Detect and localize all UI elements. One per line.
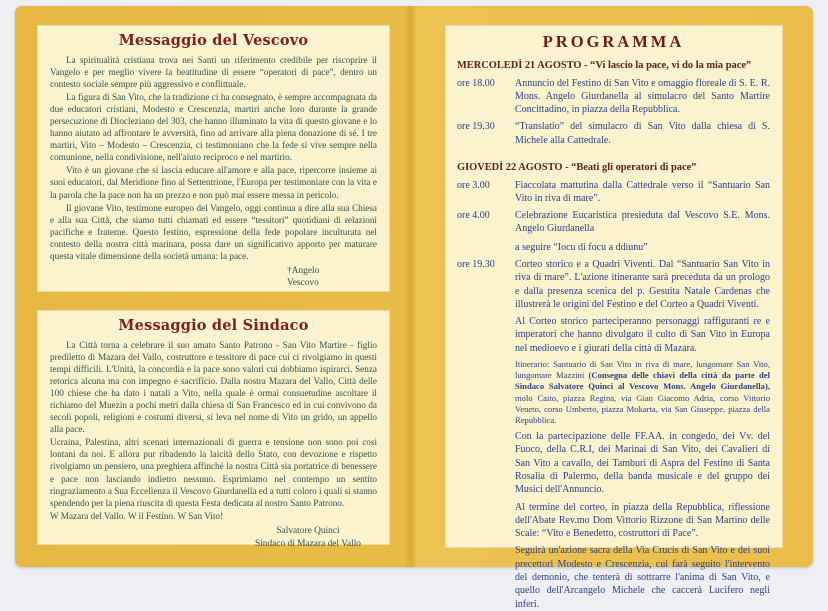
day2-event3-text: Corteo storico e a Quadri Viventi. Dal “Santuario San Vito in riva di mare”. L'azione itinerante sarà preceduta da un prologo e dalla presenza scenica del p. Gesuita Natale Cardenas che illustrerà le origini del Festino e del Corteo a Quadri Viventi.: [515, 259, 770, 310]
day1-event-1: [457, 77, 770, 117]
day2-event3-time: ore 19.30: [457, 259, 495, 270]
program-title: PROGRAMMA: [542, 32, 685, 51]
brochure-gold-sheet: [15, 6, 813, 610]
bishop-paragraph-1: La spiritualità cristiana trova nei Santi un riferimento credibile per riscoprire il Vangelo e per meglio vivere la beatitudine di essere “operatori di pace”, dentro un contesto sociale sempre più aggressivo e conflittuale.: [50, 55, 377, 90]
program-panel: [445, 25, 783, 610]
day2-event1-text: Fiaccolata mattutina dalla Cattedrale verso il “Santuario San Vito in riva di mare”.: [515, 179, 770, 204]
bishop-message-panel: [37, 25, 390, 292]
mayor-message-panel: [37, 310, 390, 549]
day1-event1-text: Annuncio del Festino di San Vito e omaggio floreale di S. E. R. Mons. Angelo Giurdanella al simulacro del Santo Martire Concittadino, in piazza della Repubblica.: [515, 77, 770, 116]
mayor-message-body: [50, 339, 377, 522]
day2-event3-itinerary: [515, 359, 770, 426]
mayor-signature: [255, 525, 361, 551]
day1-event2-time: ore 19.30: [457, 121, 495, 133]
day2-event-1: [457, 179, 770, 206]
bishop-paragraph-2: La figura di San Vito, che la tradizione ci ha consegnato, è sempre accompagnata da due educatori cristiani, Modesto e Crescenzia, martiri anche loro durante la grande persecuzione di Diocleziano del 303, che hanno illuminato la vita di questo giovane e lo hanno aiutato ad affrontare le avversità, fino ad arrivare alla piena donazione di sé. I tre martiri, Vito – Modesto – Crescenzia, ci testimoniano che la fede si vive sempre nella comunione, nella condivisione, nell'aiuto reciproco e nel martirio.: [50, 92, 377, 163]
day2-event-3: [457, 258, 770, 611]
itinerary-post: molo Caito, piazza Regina, via Gian Giacomo Adria, corso Vittorio Veneto, corso Umberto, piazza Mokarta, via San Giuseppe, piazza della Repubblica.: [515, 392, 770, 425]
day2-heading: GIOVEDÌ 22 AGOSTO - “Beati gli operatori di pace”: [457, 162, 697, 173]
day1-event-2: [457, 120, 770, 147]
day2-event3-reflection: Al termine del corteo, in piazza della Repubblica, riflessione dell'Abate Rev.mo Dom Vittorio Rizzone di San Martino delle Scale: “Vito e Benedetto, costruttori di Pace”.: [515, 501, 770, 540]
day2-event3-viacrucis: Seguirà un'azione sacra della Via Crucis di San Vito e dei suoi precettori Modesto e Crescenzia, cui farà seguito l'intervento del demonio, che tenterà di sottrarre l'anima di San Vito, e quello dell'Arcangelo Michele che caccerà Lucifero negli inferi.: [515, 545, 770, 610]
itinerary-pre: Itinerario: Santuario di San Vito in riva di mare, lungomare San Vito, lungomare Mazzini: [515, 359, 770, 381]
day2-event2-time: ore 4.00: [457, 210, 490, 222]
bishop-message-title: Messaggio del Vescovo: [118, 32, 309, 49]
bishop-signature-name: †Angelo: [287, 265, 320, 276]
day1-event2-text: “Translatio” del simulacro di San Vito dalla chiesa di S. Michele alla Cattedrale.: [515, 121, 770, 146]
mayor-paragraph-2: Ucraina, Palestina, altri scenari internazionali di guerra e tensione non sono poi così lontani da noi. E allora pur ribadendo la laicità dello Stato, con devozione e rispetto rivolgiamo un pensiero, una preghiera affinché la nostra Città sia portatrice di benessere e pace non lasciando indietro nessuno. Esprimiamo nel contempo un sentito ringraziamento a Sua Eccellenza il Vescovo Giurdanella ed a tutti coloro i quali si stanno spendendo per la piena riuscita di questa Festa dedicata al nostro Santo Patrono.: [50, 437, 377, 508]
bishop-message-body: [50, 54, 377, 262]
day2-event2-text: Celebrazione Eucaristica presieduta dal Vescovo S.E. Mons. Angelo Giurdanella: [515, 210, 770, 235]
day2-event3-corteo: Al Corteo storico parteciperanno personaggi raffiguranti re e imperatori che hanno divulgato il culto di San Vito in Europa nel medioevo e i giurati della città di Mazara.: [515, 316, 770, 354]
bishop-signature: [287, 265, 377, 290]
mayor-signature-name: Salvatore Quinci: [276, 525, 340, 536]
day1-heading: MERCOLEDÌ 21 AGOSTO - “Vi lascio la pace, vi do la mia pace”: [457, 60, 752, 71]
day1-event1-time: ore 18.00: [457, 77, 495, 89]
bishop-signature-role: Vescovo: [287, 278, 319, 289]
mayor-message-title: Messaggio del Sindaco: [118, 317, 309, 334]
bishop-paragraph-4: Il giovane Vito, testimone europeo del Vangelo, oggi continua a dire alla sua Chiesa e alla sua Città, che siamo tutti chiamati ed essere “tessitori” quotidiani di relazioni pacifiche e fraterne. Questo festino, espressione della fede popolare inculturata nel contesto della nostra città marinara, possa dare un significativo apporto per maturare questa vitale dimensione della società umana: la pace.: [50, 202, 377, 261]
mayor-paragraph-1: La Città torna a celebrare il suo amato Santo Patrono - San Vito Martire - figlio prediletto di Mazara del Vallo, costruttore e tessitore di pace cui ci rivolgiamo in questi tempi difficili. L'Unità, la concordia e la pace sono valori cui dobbiamo ispirarci. Senza retorica alcuna ma con impegno e sacrificio. Dalla nostra Mazara del Vallo, Città delle 100 chiese che ha dato i natali a Vito, nella quale è ormai consuetudine ascoltare il richiamo del Muezin a pochi metri dalla chiesa di San Francesco ed in cui convivono da secoli popoli, religioni e costumi diversi, si leva nel nome di Vito un grido, un appello alla pace.: [50, 340, 377, 435]
bishop-paragraph-3: Vito è un giovane che si lascia educare all'amore e alla pace, ripercorre insieme ai suoi educatori, dal Meridione fino al Settentrione, l'Europa per testimoniare con la vita e la parola che la pace non ha un prezzo e non può mai essere messa in pericolo.: [50, 165, 377, 200]
itinerary-bold: (Consegna delle chiavi della città da parte del Sindaco Salvatore Quinci al Vescovo Mons. Angelo Giurdanella),: [515, 370, 770, 392]
day2-event2-followup: a seguire “Iocu di focu a ddiunu”: [515, 241, 648, 253]
day2-event1-time: ore 3.00: [457, 179, 490, 191]
mayor-signature-role: Sindaco di Mazara del Vallo: [254, 538, 361, 549]
day2-event-2: [457, 209, 770, 254]
day2-event3-participation: Con la partecipazione delle FF.AA. in congedo, dei Vv. del Fuoco, della C.R.I, dei Marinai di San Vito, dei Cavalieri di San Vito a cavallo, dei Tamburi di Aspra del Festino di Santa Rosalia di Palermo, della banda musicale e del gruppo dei Musici dell'Annuncio.: [515, 431, 770, 496]
mayor-viva-line: W Mazara del Vallo. W il Festino. W San Vito!: [50, 510, 224, 521]
